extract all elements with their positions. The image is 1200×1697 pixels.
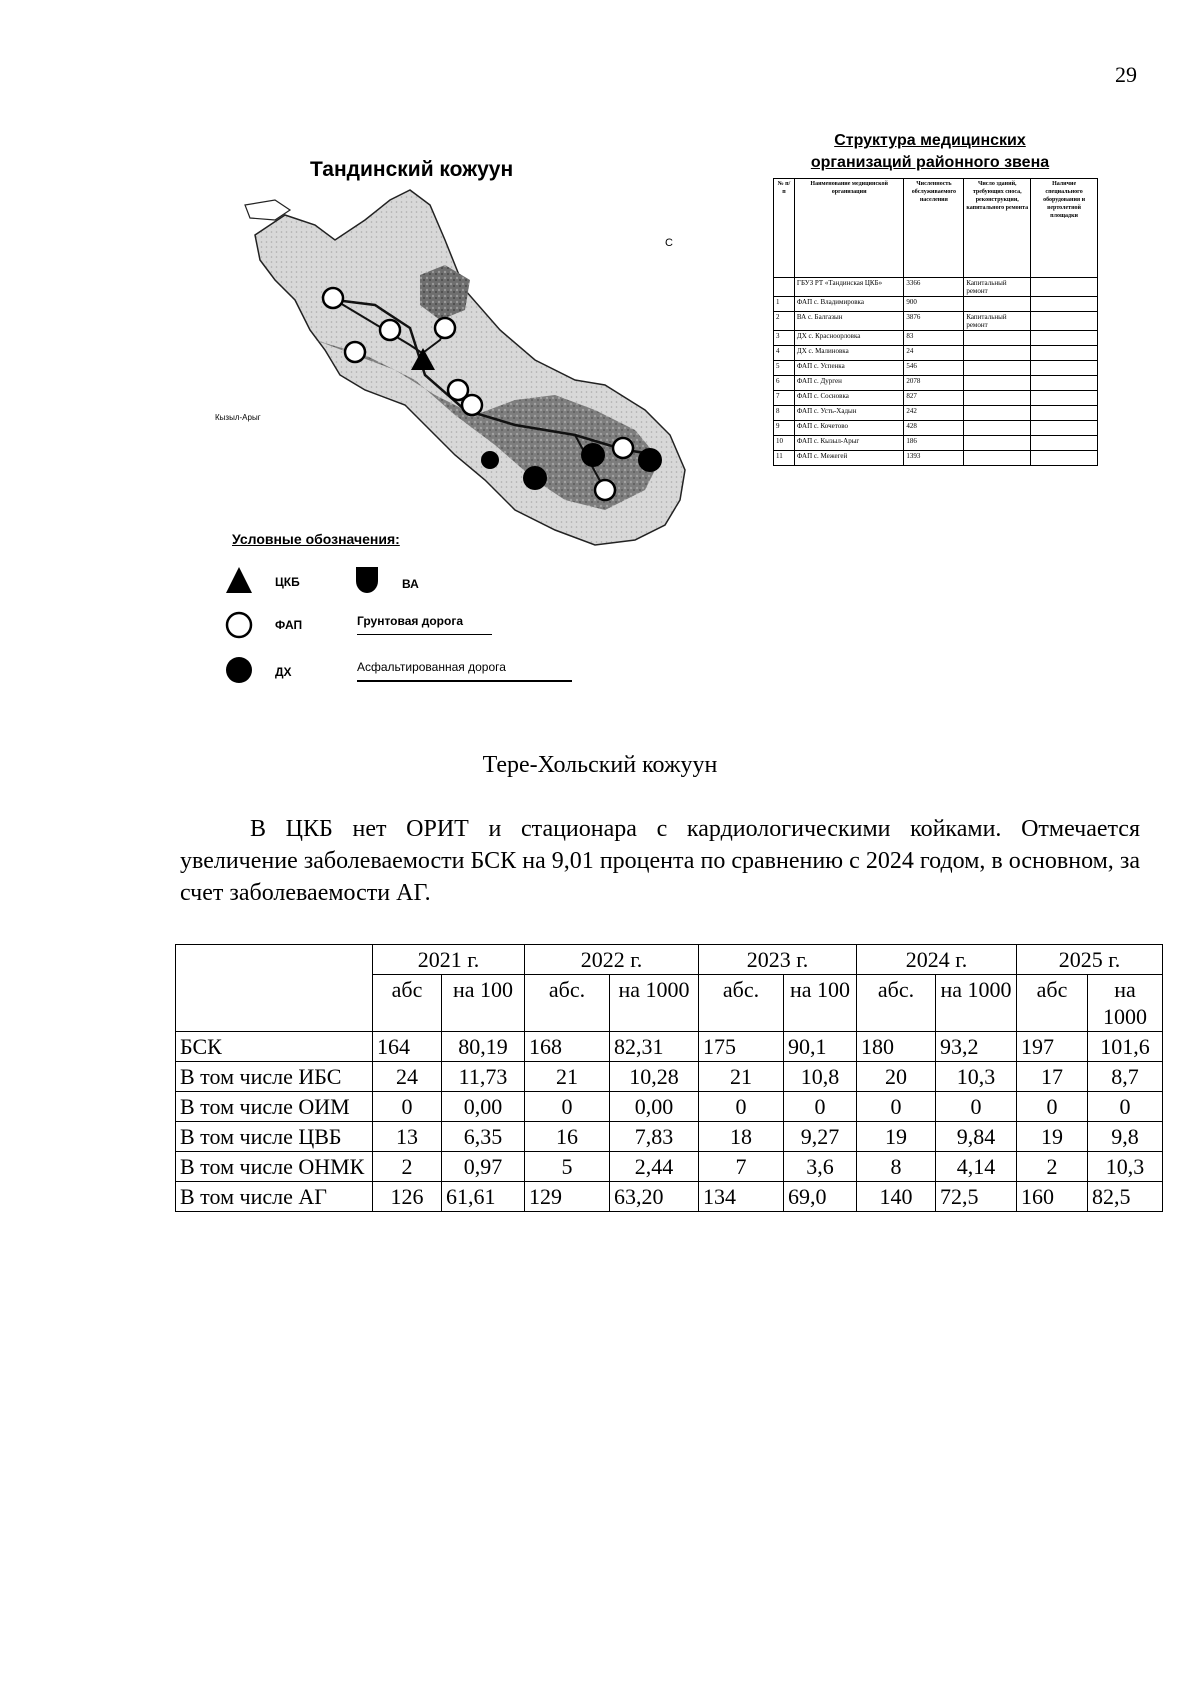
structure-cell: 2 — [774, 312, 795, 331]
table-cell: 0 — [699, 1092, 784, 1122]
table-cell: 93,2 — [936, 1032, 1017, 1062]
structure-row — [774, 406, 1098, 421]
structure-cell: 24 — [904, 346, 964, 361]
structure-header-cell: Наименование медицинской организации — [794, 179, 904, 278]
structure-header-cell: Число зданий, требующих сноса, реконструкции, капитального ремонта — [964, 179, 1031, 278]
structure-cell: ФАП с. Владимировка — [794, 297, 904, 312]
table-cell: 9,27 — [784, 1122, 857, 1152]
empty-header-cell — [176, 945, 373, 1032]
table-cell: 0 — [784, 1092, 857, 1122]
table-row — [176, 1062, 1163, 1092]
fap-marker — [613, 438, 633, 458]
structure-title — [760, 130, 1100, 174]
table-cell: 16 — [525, 1122, 610, 1152]
table-cell: 10,28 — [610, 1062, 699, 1092]
structure-cell — [964, 346, 1031, 361]
table-cell: 168 — [525, 1032, 610, 1062]
structure-row — [774, 421, 1098, 436]
dh-marker — [523, 466, 547, 490]
structure-cell — [1031, 421, 1098, 436]
table-cell: 2 — [1017, 1152, 1088, 1182]
table-cell: 0,00 — [610, 1092, 699, 1122]
year-header: 2022 г. — [525, 945, 699, 975]
body-paragraph — [180, 813, 1140, 909]
structure-cell: ВА с. Балгазын — [794, 312, 904, 331]
structure-cell — [964, 421, 1031, 436]
table-cell: 7,83 — [610, 1122, 699, 1152]
structure-cell: 7 — [774, 391, 795, 406]
structure-cell — [1031, 312, 1098, 331]
structure-row — [774, 436, 1098, 451]
table-cell: 129 — [525, 1182, 610, 1212]
table-cell: 197 — [1017, 1032, 1088, 1062]
structure-cell: ФАП с. Сосновка — [794, 391, 904, 406]
table-cell: 10,8 — [784, 1062, 857, 1092]
table-cell: 6,35 — [442, 1122, 525, 1152]
structure-cell: Капитальный ремонт — [964, 278, 1031, 297]
va-marker — [581, 443, 605, 467]
structure-row — [774, 297, 1098, 312]
structure-header-cell: № п/п — [774, 179, 795, 278]
structure-cell: 546 — [904, 361, 964, 376]
structure-cell: 428 — [904, 421, 964, 436]
structure-row — [774, 391, 1098, 406]
fap-marker — [435, 318, 455, 338]
subheader-cell: абс — [1017, 975, 1088, 1032]
table-cell: 2 — [373, 1152, 442, 1182]
table-cell: 2,44 — [610, 1152, 699, 1182]
table-row — [176, 1152, 1163, 1182]
table-cell: 61,61 — [442, 1182, 525, 1212]
structure-cell: 3876 — [904, 312, 964, 331]
structure-cell — [964, 361, 1031, 376]
structure-cell: ФАП с. Кочетово — [794, 421, 904, 436]
map-title: Тандинский кожуун — [310, 158, 514, 181]
structure-cell: 827 — [904, 391, 964, 406]
table-cell: 72,5 — [936, 1182, 1017, 1212]
table-cell: 8 — [857, 1152, 936, 1182]
structure-cell — [964, 451, 1031, 466]
table-cell: 0 — [373, 1092, 442, 1122]
va-marker — [638, 448, 662, 472]
table-cell: 9,8 — [1088, 1122, 1163, 1152]
table-cell: 0,97 — [442, 1152, 525, 1182]
structure-cell — [964, 331, 1031, 346]
table-cell: 10,3 — [1088, 1152, 1163, 1182]
structure-cell: 10 — [774, 436, 795, 451]
structure-row — [774, 331, 1098, 346]
structure-cell: ДХ с. Малиновка — [794, 346, 904, 361]
va-legend-icon — [352, 563, 382, 595]
fap-marker — [345, 342, 365, 362]
year-header: 2024 г. — [857, 945, 1017, 975]
structure-row — [774, 312, 1098, 331]
table-cell: 13 — [373, 1122, 442, 1152]
table-cell: 19 — [857, 1122, 936, 1152]
table-cell: 7 — [699, 1152, 784, 1182]
row-label: В том числе ОИМ — [176, 1092, 373, 1122]
table-cell: 8,7 — [1088, 1062, 1163, 1092]
paragraph-text: В ЦКБ нет ОРИТ и стационара с кардиологическими койками. Отмечается увеличение заболеваемости БСК на 9,01 процента по сравнению с 2024 годом, в основном, за счет заболеваемости АГ. — [180, 816, 1140, 906]
structure-cell: ФАП с. Усть-Хадын — [794, 406, 904, 421]
structure-cell: ДХ с. Красноорловка — [794, 331, 904, 346]
page-number: 29 — [1115, 62, 1137, 87]
structure-header-row — [774, 179, 1098, 278]
table-cell: 21 — [525, 1062, 610, 1092]
table-row — [176, 1182, 1163, 1212]
structure-cell: 242 — [904, 406, 964, 421]
structure-cell: ФАП с. Дурген — [794, 376, 904, 391]
year-header: 2023 г. — [699, 945, 857, 975]
table-cell: 5 — [525, 1152, 610, 1182]
structure-cell — [1031, 451, 1098, 466]
structure-cell — [1031, 346, 1098, 361]
structure-row — [774, 361, 1098, 376]
table-cell: 20 — [857, 1062, 936, 1092]
structure-cell: 8 — [774, 406, 795, 421]
structure-cell: 11 — [774, 451, 795, 466]
table-row — [176, 1122, 1163, 1152]
ckb-legend-icon — [224, 565, 254, 595]
legend-asphalt-road-label: Асфальтированная дорога — [357, 660, 572, 682]
subheader-cell: абс. — [525, 975, 610, 1032]
structure-cell — [1031, 406, 1098, 421]
table-cell: 4,14 — [936, 1152, 1017, 1182]
subheader-cell: на 1000 — [610, 975, 699, 1032]
structure-header-cell: Численность обслуживаемого населения — [904, 179, 964, 278]
structure-title-line: организаций районного звена — [810, 154, 1050, 171]
structure-header-cell: Наличие специального оборудования и вертолетной площадки — [1031, 179, 1098, 278]
subheader-cell: абс. — [699, 975, 784, 1032]
table-cell: 69,0 — [784, 1182, 857, 1212]
structure-cell: ФАП с. Успенка — [794, 361, 904, 376]
structure-row — [774, 278, 1098, 297]
table-cell: 180 — [857, 1032, 936, 1062]
structure-row — [774, 376, 1098, 391]
structure-cell — [1031, 331, 1098, 346]
structure-cell — [774, 278, 795, 297]
structure-cell: 3 — [774, 331, 795, 346]
district-map — [215, 180, 725, 580]
structure-cell — [1031, 391, 1098, 406]
subheader-cell: на 100 — [784, 975, 857, 1032]
fap-marker — [462, 395, 482, 415]
table-cell: 17 — [1017, 1062, 1088, 1092]
table-cell: 3,6 — [784, 1152, 857, 1182]
structure-cell: Капитальный ремонт — [964, 312, 1031, 331]
fap-marker — [595, 480, 615, 500]
structure-cell: 83 — [904, 331, 964, 346]
year-header: 2021 г. — [373, 945, 525, 975]
subheader-cell: на 1000 — [936, 975, 1017, 1032]
legend-fap-label: ФАП — [275, 618, 303, 632]
table-cell: 19 — [1017, 1122, 1088, 1152]
legend-va-label: ВА — [402, 577, 419, 591]
structure-cell — [964, 406, 1031, 421]
north-label: С — [665, 237, 673, 249]
table-cell: 10,3 — [936, 1062, 1017, 1092]
structure-row — [774, 346, 1098, 361]
table-row — [176, 1032, 1163, 1062]
table-cell: 140 — [857, 1182, 936, 1212]
structure-cell — [1031, 278, 1098, 297]
table-cell: 0 — [525, 1092, 610, 1122]
structure-cell — [1031, 436, 1098, 451]
dh-legend-icon — [224, 655, 254, 685]
table-cell: 0 — [936, 1092, 1017, 1122]
structure-cell: ФАП с. Кызыл-Арыг — [794, 436, 904, 451]
structure-cell — [1031, 361, 1098, 376]
structure-title-line: Структура медицинских — [834, 132, 1026, 149]
year-header: 2025 г. — [1017, 945, 1163, 975]
fap-legend-icon — [224, 610, 254, 640]
subheader-cell: на 100 — [442, 975, 525, 1032]
structure-cell: 1 — [774, 297, 795, 312]
table-cell: 82,5 — [1088, 1182, 1163, 1212]
subheader-cell: абс. — [857, 975, 936, 1032]
incidence-table — [175, 944, 1163, 1212]
structure-cell: 4 — [774, 346, 795, 361]
table-cell: 0,00 — [442, 1092, 525, 1122]
section-title: Тере-Хольский кожуун — [482, 752, 718, 778]
structure-cell: 900 — [904, 297, 964, 312]
structure-cell — [964, 376, 1031, 391]
subheader-cell: абс — [373, 975, 442, 1032]
structure-cell: ФАП с. Межегей — [794, 451, 904, 466]
structure-cell — [964, 436, 1031, 451]
table-cell: 134 — [699, 1182, 784, 1212]
legend-dirt-road-label: Грунтовая дорога — [357, 614, 492, 635]
row-label: В том числе ОНМК — [176, 1152, 373, 1182]
structure-cell: 9 — [774, 421, 795, 436]
table-cell: 9,84 — [936, 1122, 1017, 1152]
structure-cell: 3366 — [904, 278, 964, 297]
table-cell: 80,19 — [442, 1032, 525, 1062]
structure-cell — [1031, 297, 1098, 312]
table-cell: 63,20 — [610, 1182, 699, 1212]
table-cell: 160 — [1017, 1182, 1088, 1212]
structure-cell: 5 — [774, 361, 795, 376]
structure-cell — [964, 391, 1031, 406]
subheader-cell: на 1000 — [1088, 975, 1163, 1032]
table-cell: 24 — [373, 1062, 442, 1092]
row-label: В том числе ИБС — [176, 1062, 373, 1092]
table-row — [176, 1092, 1163, 1122]
structure-cell: 6 — [774, 376, 795, 391]
legend-ckb-label: ЦКБ — [275, 575, 300, 589]
structure-table — [773, 178, 1098, 466]
row-label: В том числе ЦВБ — [176, 1122, 373, 1152]
table-cell: 21 — [699, 1062, 784, 1092]
table-cell: 0 — [1017, 1092, 1088, 1122]
table-cell: 90,1 — [784, 1032, 857, 1062]
structure-cell: ГБУЗ РТ «Тандинская ЦКБ» — [794, 278, 904, 297]
row-label: В том числе АГ — [176, 1182, 373, 1212]
table-cell: 82,31 — [610, 1032, 699, 1062]
table-cell: 164 — [373, 1032, 442, 1062]
fap-marker — [323, 288, 343, 308]
table-cell: 126 — [373, 1182, 442, 1212]
row-label: БСК — [176, 1032, 373, 1062]
table-cell: 175 — [699, 1032, 784, 1062]
table-cell: 0 — [857, 1092, 936, 1122]
legend-title: Условные обозначения: — [232, 531, 400, 547]
structure-cell: 2078 — [904, 376, 964, 391]
fap-marker — [380, 320, 400, 340]
table-cell: 101,6 — [1088, 1032, 1163, 1062]
structure-cell — [964, 297, 1031, 312]
table-cell: 0 — [1088, 1092, 1163, 1122]
place-label: Кызыл-Арыг — [215, 413, 261, 422]
dh-marker — [481, 451, 499, 469]
structure-cell: 1393 — [904, 451, 964, 466]
structure-cell — [1031, 376, 1098, 391]
table-cell: 11,73 — [442, 1062, 525, 1092]
table-cell: 18 — [699, 1122, 784, 1152]
legend-dh-label: ДХ — [275, 665, 292, 679]
structure-row — [774, 451, 1098, 466]
year-header-row — [176, 945, 1163, 975]
structure-cell: 186 — [904, 436, 964, 451]
